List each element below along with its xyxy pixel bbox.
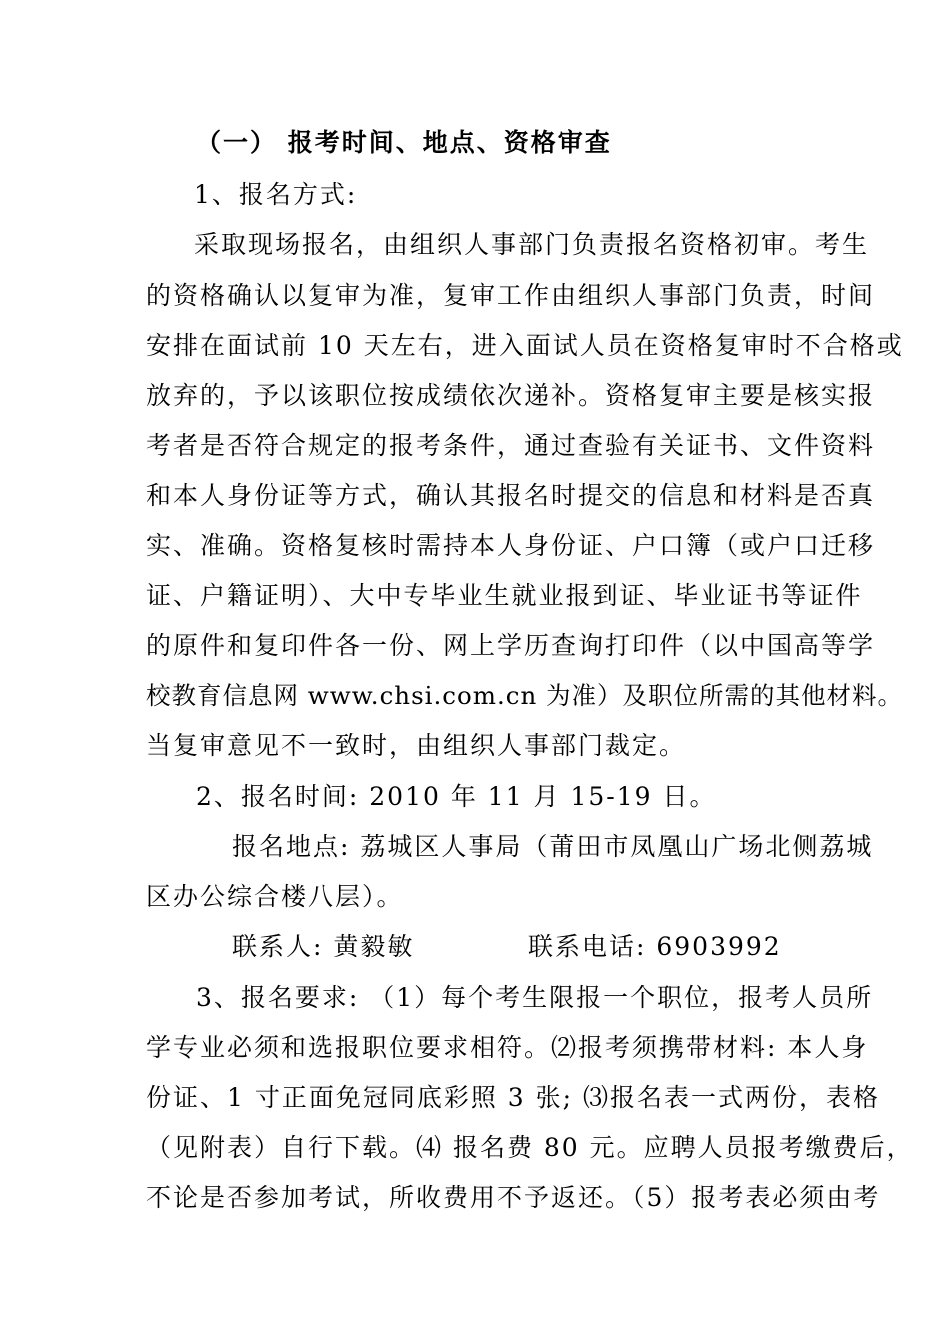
item3-line: 份证、1 寸正面免冠同底彩照 3 张; ⑶报名表一式两份，表格 [146,1083,881,1112]
item2-time: 2、报名时间: 2010 年 11 月 15-19 日。 [196,782,717,811]
item1-line: 的资格确认以复审为准，复审工作由组织人事部门负责，时间 [146,281,876,310]
item3-line: （见附表）自行下载。⑷ 报名费 80 元。应聘人员报考缴费后， [146,1133,914,1162]
item1-title: 1、报名方式: [194,180,358,209]
contact-person: 联系人: 黄毅敏 [232,932,415,961]
item1-line: 采取现场报名，由组织人事部门负责报名资格初审。考生 [194,230,870,259]
item3-line: 3、报名要求: （1）每个考生限报一个职位，报考人员所 [196,983,874,1012]
item1-line: 考者是否符合规定的报考条件，通过查验有关证书、文件资料 [146,431,876,460]
item1-line: 证、户籍证明）、大中专毕业生就业报到证、毕业证书等证件 [146,581,863,610]
section-heading: （一） 报考时间、地点、资格审查 [196,128,612,157]
item2-location-line: 报名地点: 荔城区人事局（莆田市凤凰山广场北侧荔城 [232,832,874,861]
item1-line: 和本人身份证等方式，确认其报名时提交的信息和材料是否真 [146,481,876,510]
item1-line: 校教育信息网 www.chsi.com.cn 为准）及职位所需的其他材料。 [146,681,904,710]
item3-line: 不论是否参加考试，所收费用不予返还。（5）报考表必须由考 [146,1183,881,1212]
item1-line: 放弃的，予以该职位按成绩依次递补。资格复审主要是核实报 [146,381,876,410]
item3-line: 学专业必须和选报职位要求相符。⑵报考须携带材料: 本人身 [146,1033,869,1062]
item1-line: 实、准确。资格复核时需持本人身份证、户口簿（或户口迁移 [146,531,876,560]
item2-location-line: 区办公综合楼八层）。 [146,882,404,911]
item1-line: 安排在面试前 10 天左右，进入面试人员在资格复审时不合格或 [146,331,904,360]
item1-line: 的原件和复印件各一份、网上学历查询打印件（以中国高等学 [146,631,876,660]
contact-phone: 联系电话: 6903992 [528,932,782,961]
item1-line: 当复审意见不一致时，由组织人事部门裁定。 [146,731,687,760]
